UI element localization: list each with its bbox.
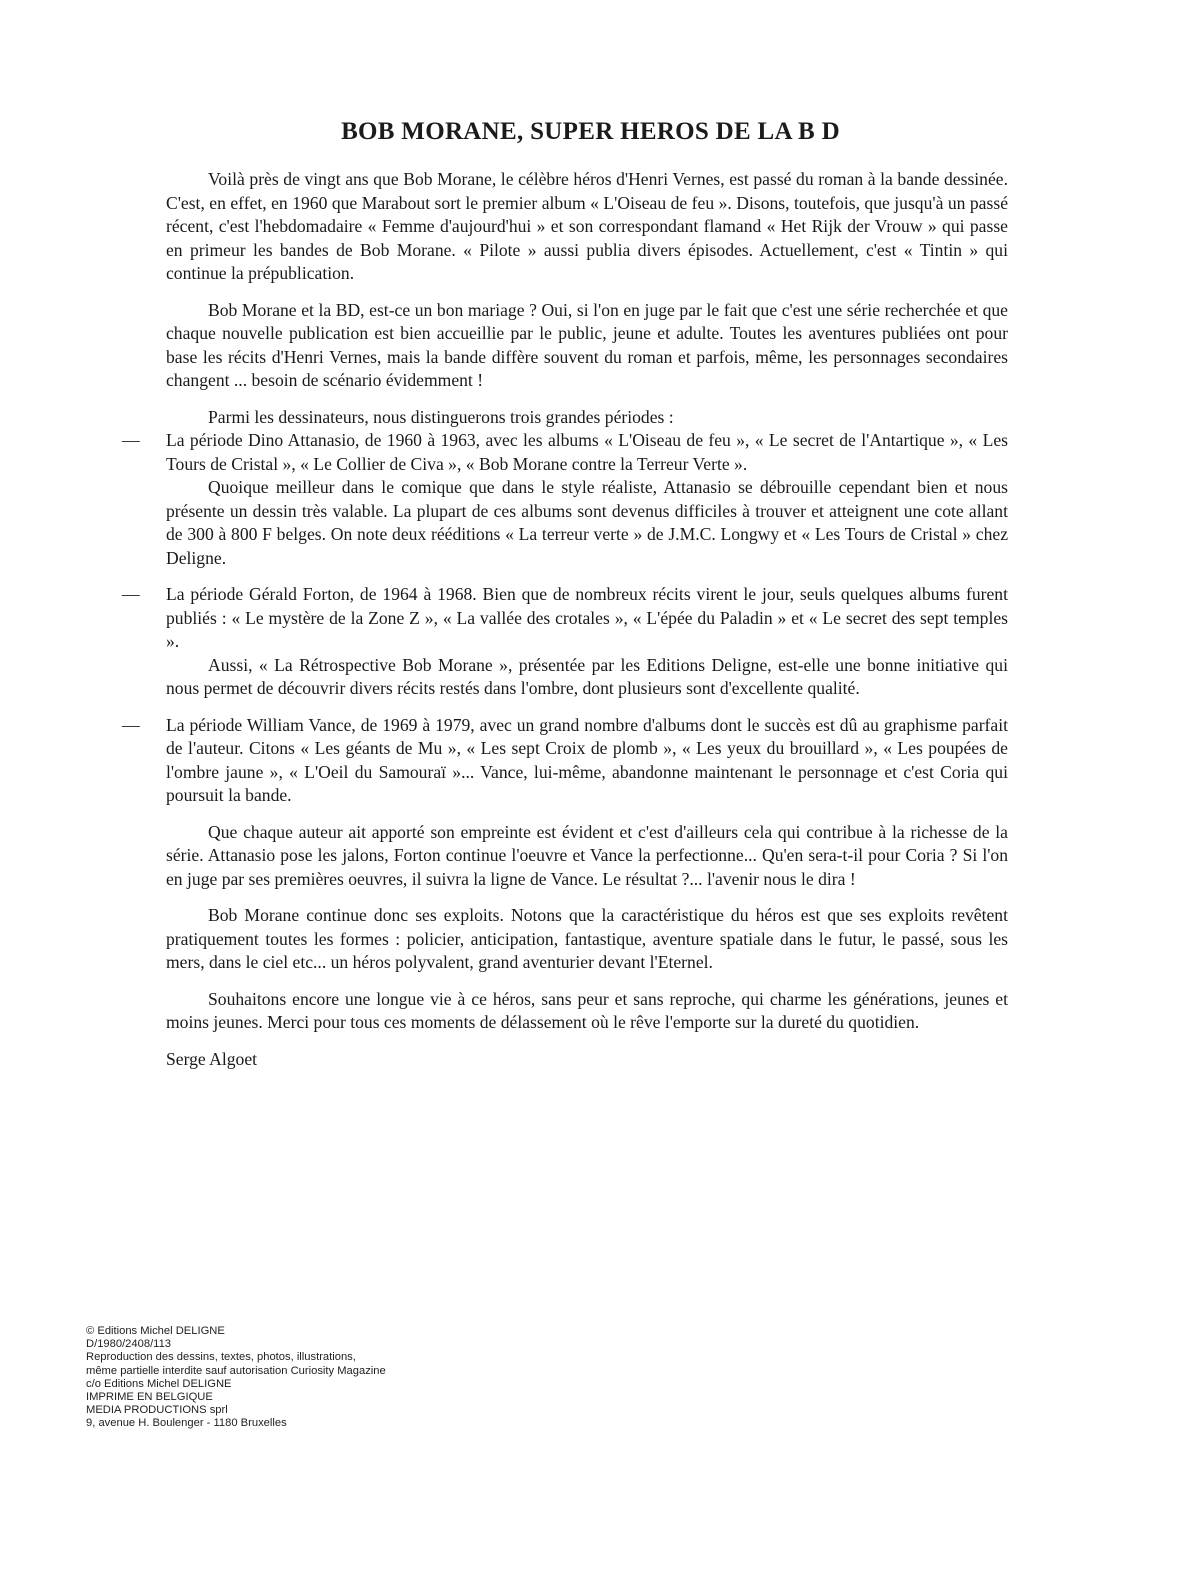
period-forton-note: Aussi, « La Rétrospective Bob Morane », présentée par les Editions Deligne, est-elle une bonne initiative qui nous permet de découvrir divers récits restés dans l'ombre, dont plusieurs sont d'excellente qualité.	[166, 654, 1008, 698]
paragraph-empreinte: Que chaque auteur ait apporté son empreinte est évident et c'est d'ailleurs cela qui contribue à la richesse de la série. Attanasio pose les jalons, Forton continue l'oeuvre et Vance la perfectionne... Qu'en sera-t-il pour Coria ? Si l'on en juge par ses premières oeuvres, il suivra la ligne de Vance. Le résultat ?... l'avenir nous le dira !	[166, 821, 1008, 889]
colophon-line: © Editions Michel DELIGNE	[86, 1325, 225, 1337]
paragraph-exploits: Bob Morane continue donc ses exploits. Notons que la caractéristique du héros est que ses exploits revêtent pratiquement toutes les formes : policier, anticipation, fantastique, aventure spatiale dans le futur, le passé, sous les mers, dans le ciel etc... un héros polyvalent, grand aventurier devant l'Eternel.	[166, 905, 1008, 972]
period-attanasio-text: La période Dino Attanasio, de 1960 à 1963, avec les albums « L'Oiseau de feu », « Le secret de l'Antartique », « Les Tours de Cristal », « Le Collier de Civa », « Bob Morane contre la Terreur Verte ».	[166, 430, 1008, 474]
colophon-line: même partielle interdite sauf autorisation Curiosity Magazine	[86, 1364, 386, 1377]
paragraph-souhaits: Souhaitons encore une longue vie à ce héros, sans peur et sans reproche, qui charme les générations, jeunes et moins jeunes. Merci pour tous ces moments de délassement où le rêve l'emporte sur la dureté du quotidien.	[166, 988, 1008, 1032]
colophon	[86, 1325, 506, 1431]
dash-marker: —	[122, 584, 140, 604]
article-title: BOB MORANE, SUPER HEROS DE LA B D	[341, 118, 840, 145]
periods-intro: Parmi les dessinateurs, nous distinguerons trois grandes périodes :	[208, 406, 674, 427]
colophon-line: 9, avenue H. Boulenger - 1180 Bruxelles	[86, 1417, 287, 1430]
colophon-line: D/1980/2408/113	[86, 1338, 172, 1351]
dash-marker: —	[122, 714, 140, 735]
colophon-line: IMPRIME EN BELGIQUE	[86, 1391, 213, 1404]
paragraph-intro: Voilà près de vingt ans que Bob Morane, le célèbre héros d'Henri Vernes, est passé du roman à la bande dessinée. C'est, en effet, en 1960 que Marabout sort le premier album « L'Oiseau de feu ». Disons, toutefois, que jusqu'à un passé récent, c'est l'hebdomadaire « Femme d'aujourd'hui » et son correspondant flamand « Het Rijk der Vrouw » qui passe en primeur les bandes de Bob Morane. « Pilote » aussi publia divers épisodes. Actuellement, c'est « Tintin » qui continue la prépublication.	[166, 169, 1008, 283]
colophon-line: c/o Editions Michel DELIGNE	[86, 1377, 232, 1390]
article-body	[122, 168, 1008, 1084]
dash-marker: —	[122, 430, 140, 450]
period-attanasio-note: Quoique meilleur dans le comique que dans le style réaliste, Attanasio se débrouille cependant bien et nous présente un dessin très valable. La plupart de ces albums sont devenus difficiles à trouver et atteignent une cote allant de 300 à 800 F belges. On note deux rééditions « La terreur verte » de J.M.C. Longwy et « Les Tours de Cristal » chez Deligne.	[166, 477, 1008, 568]
period-forton-text: La période Gérald Forton, de 1964 à 1968. Bien que de nombreux récits virent le jour, seuls quelques albums furent publiés : « Le mystère de la Zone Z », « La vallée des crotales », « L'épée du Paladin » et « Le secret des sept temples ».	[166, 584, 1008, 651]
period-vance	[122, 714, 1008, 808]
period-vance-text: La période William Vance, de 1969 à 1979, avec un grand nombre d'albums dont le succès est dû au graphisme parfait de l'auteur. Citons « Les géants de Mu », « Les sept Croix de plomb », « Les yeux du brouillard », « Les poupées de l'ombre jaune », « L'Oeil du Samouraï »... Vance, lui-même, abandonne maintenant le personnage et c'est Coria qui poursuit la bande.	[166, 714, 1008, 805]
paragraph-mariage: Bob Morane et la BD, est-ce un bon mariage ? Oui, si l'on en juge par le fait que c'est une série recherchée et que chaque nouvelle publication est bien accueillie par le public, jeune et adulte. Toutes les aventures publiées ont pour base les récits d'Henri Vernes, mais la bande diffère souvent du roman et parfois, même, les personnages secondaires changent ... besoin de scénario évidemment !	[166, 299, 1008, 390]
author-signature: Serge Algoet	[166, 1048, 258, 1069]
colophon-line: MEDIA PRODUCTIONS sprl	[86, 1404, 228, 1417]
period-attanasio	[122, 429, 1008, 476]
period-forton	[122, 583, 1008, 654]
colophon-line: Reproduction des dessins, textes, photos, illustrations,	[86, 1351, 356, 1364]
